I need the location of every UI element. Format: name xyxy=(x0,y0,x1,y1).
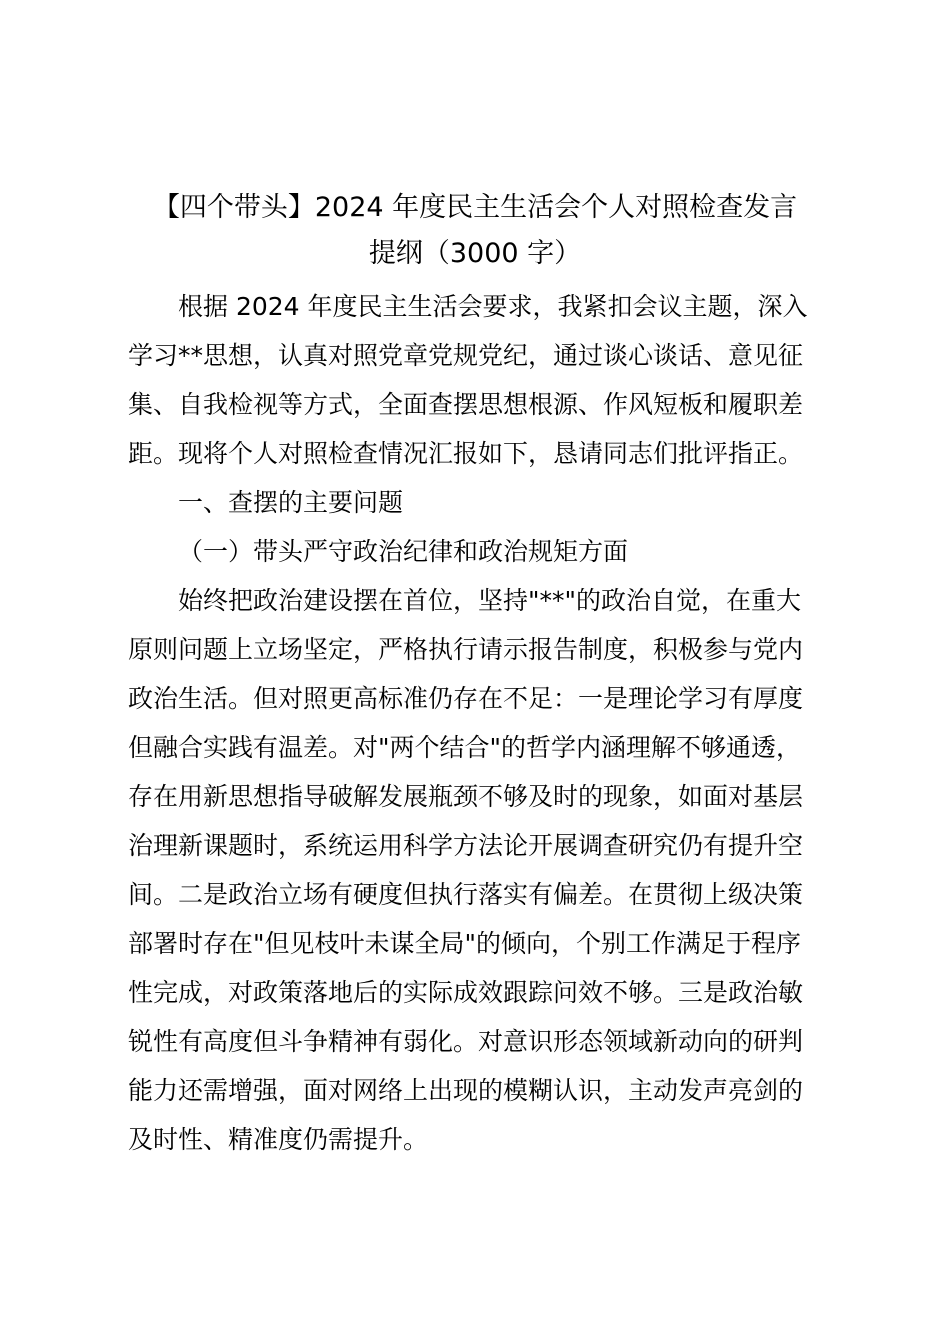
paragraph-line: 但融合实践有温差。对"两个结合"的哲学内涵理解不够通透， xyxy=(128,733,802,762)
paragraph-line: 部署时存在"但见枝叶未谋全局"的倾向，个别工作满足于程序 xyxy=(128,929,802,958)
document-body xyxy=(128,282,838,1164)
paragraph-line: 性完成，对政策落地后的实际成效跟踪问效不够。三是政治敏 xyxy=(128,978,804,1007)
title-line-1: 【四个带头】2024 年度民主生活会个人对照检查发言 xyxy=(152,192,798,223)
paragraph-line: 治理新课题时，系统运用科学方法论开展调查研究仍有提升空 xyxy=(128,831,804,860)
title-line-2: 提纲（3000 字） xyxy=(368,238,582,269)
paragraph-line: 始终把政治建设摆在首位，坚持"**"的政治自觉，在重大 xyxy=(178,586,802,615)
paragraph-line: 及时性、精准度仍需提升。 xyxy=(128,1125,429,1154)
paragraph-line: 能力还需增强，面对网络上出现的模糊认识，主动发声亮剑的 xyxy=(128,1076,804,1105)
paragraph-line: 根据 2024 年度民主生活会要求，我紧扣会议主题，深入 xyxy=(178,292,808,321)
paragraph-line: 学习**思想，认真对照党章党规党纪，通过谈心谈话、意见征 xyxy=(128,341,804,370)
paragraph-line: 距。现将个人对照检查情况汇报如下，恳请同志们批评指正。 xyxy=(128,439,804,468)
paragraph-line: 政治生活。但对照更高标准仍存在不足：一是理论学习有厚度 xyxy=(128,684,804,713)
paragraph-line: 原则问题上立场坚定，严格执行请示报告制度，积极参与党内 xyxy=(128,635,804,664)
subsection-heading: （一）带头严守政治纪律和政治规矩方面 xyxy=(178,537,629,566)
document-title xyxy=(110,185,840,277)
paragraph-line: 集、自我检视等方式，全面查摆思想根源、作风短板和履职差 xyxy=(128,390,804,419)
paragraph-line: 存在用新思想指导破解发展瓶颈不够及时的现象，如面对基层 xyxy=(128,782,804,811)
section-heading: 一、查摆的主要问题 xyxy=(178,488,404,517)
paragraph-line: 间。二是政治立场有硬度但执行落实有偏差。在贯彻上级决策 xyxy=(128,880,804,909)
paragraph-line: 锐性有高度但斗争精神有弱化。对意识形态领域新动向的研判 xyxy=(128,1027,804,1056)
